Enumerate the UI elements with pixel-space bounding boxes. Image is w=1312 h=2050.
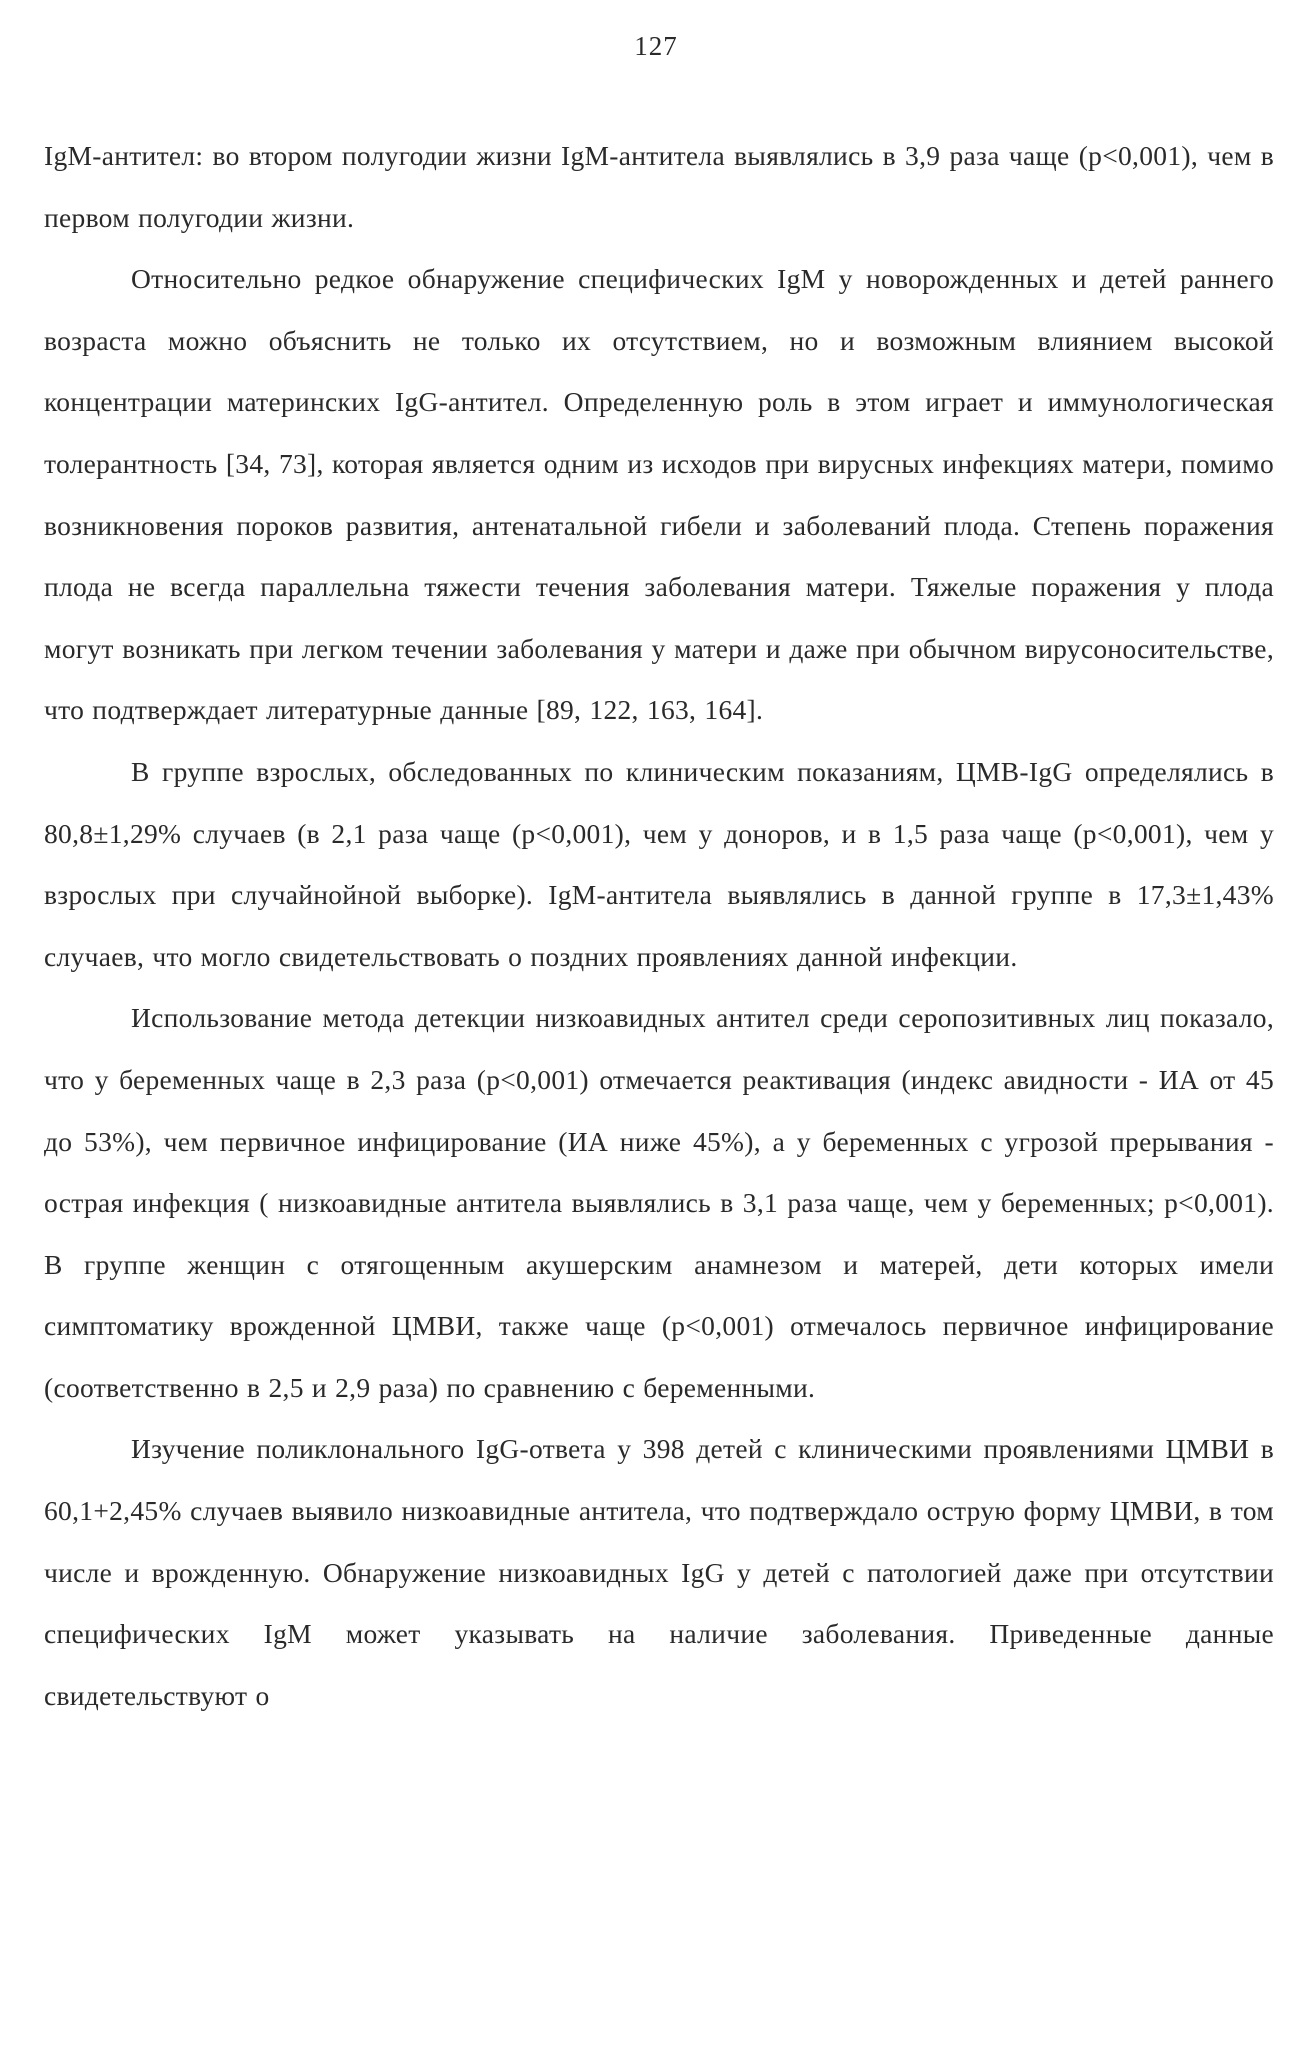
paragraph: В группе взрослых, обследованных по клиническим показаниям, ЦМВ-IgG определялись в 80,8±1,29% случаев (в 2,1 раза чаще (p<0,001), чем у доноров, и в 1,5 раза чаще (p<0,001), чем у взрослых при случайнойной выборке). IgM-антитела выявлялись в данной группе в 17,3±1,43% случаев, что могло свидетельствовать о поздних проявлениях данной инфекции.	[44, 755, 1274, 972]
paragraph: Относительно редкое обнаружение специфических IgM у новорожденных и детей раннего возраста можно объяснить не только их отсутствием, но и возможным влиянием высокой концентрации материнских IgG-антител. Определенную роль в этом играет и иммунологическая толерантность [34, 73], которая является одним из исходов при вирусных инфекциях матери, помимо возникновения пороков развития, антенатальной гибели и заболеваний плода. Степень поражения плода не всегда параллельна тяжести течения заболевания матери. Тяжелые поражения у плода могут возникать при легком течении заболевания у матери и даже при обычном вирусоносительстве, что подтверждает литературные данные [89, 122, 163, 164].	[44, 263, 1274, 726]
text-body	[44, 125, 1274, 1726]
paragraph: Использование метода детекции низкоавидных антител среди серопозитивных лиц показало, что у беременных чаще в 2,3 раза (p<0,001) отмечается реактивация (индекс авидности - ИА от 45 до 53%), чем первичное инфицирование (ИА ниже 45%), а у беременных с угрозой прерывания - острая инфекция ( низкоавидные антитела выявлялись в 3,1 раза чаще, чем у беременных; p<0,001). В группе женщин с отягощенным акушерским анамнезом и матерей, дети которых имели симптоматику врожденной ЦМВИ, также чаще (p<0,001) отмечалось первичное инфицирование (соответственно в 2,5 и 2,9 раза) по сравнению с беременными.	[44, 1002, 1274, 1403]
paragraph: Изучение поликлонального IgG-ответа у 398 детей с клиническими проявлениями ЦМВИ в 60,1+2,45% случаев выявило низкоавидные антитела, что подтверждало острую форму ЦМВИ, в том числе и врожденную. Обнаружение низкоавидных IgG у детей с патологией даже при отсутствии специфических IgM может указывать на наличие заболевания. Приведенные данные свидетельствуют о	[44, 1433, 1274, 1711]
paragraph-continuation: IgM-антител: во втором полугодии жизни IgM-антитела выявлялись в 3,9 раза чаще (p<0,001), чем в первом полугодии жизни.	[44, 140, 1274, 233]
page-number: 127	[634, 31, 678, 61]
